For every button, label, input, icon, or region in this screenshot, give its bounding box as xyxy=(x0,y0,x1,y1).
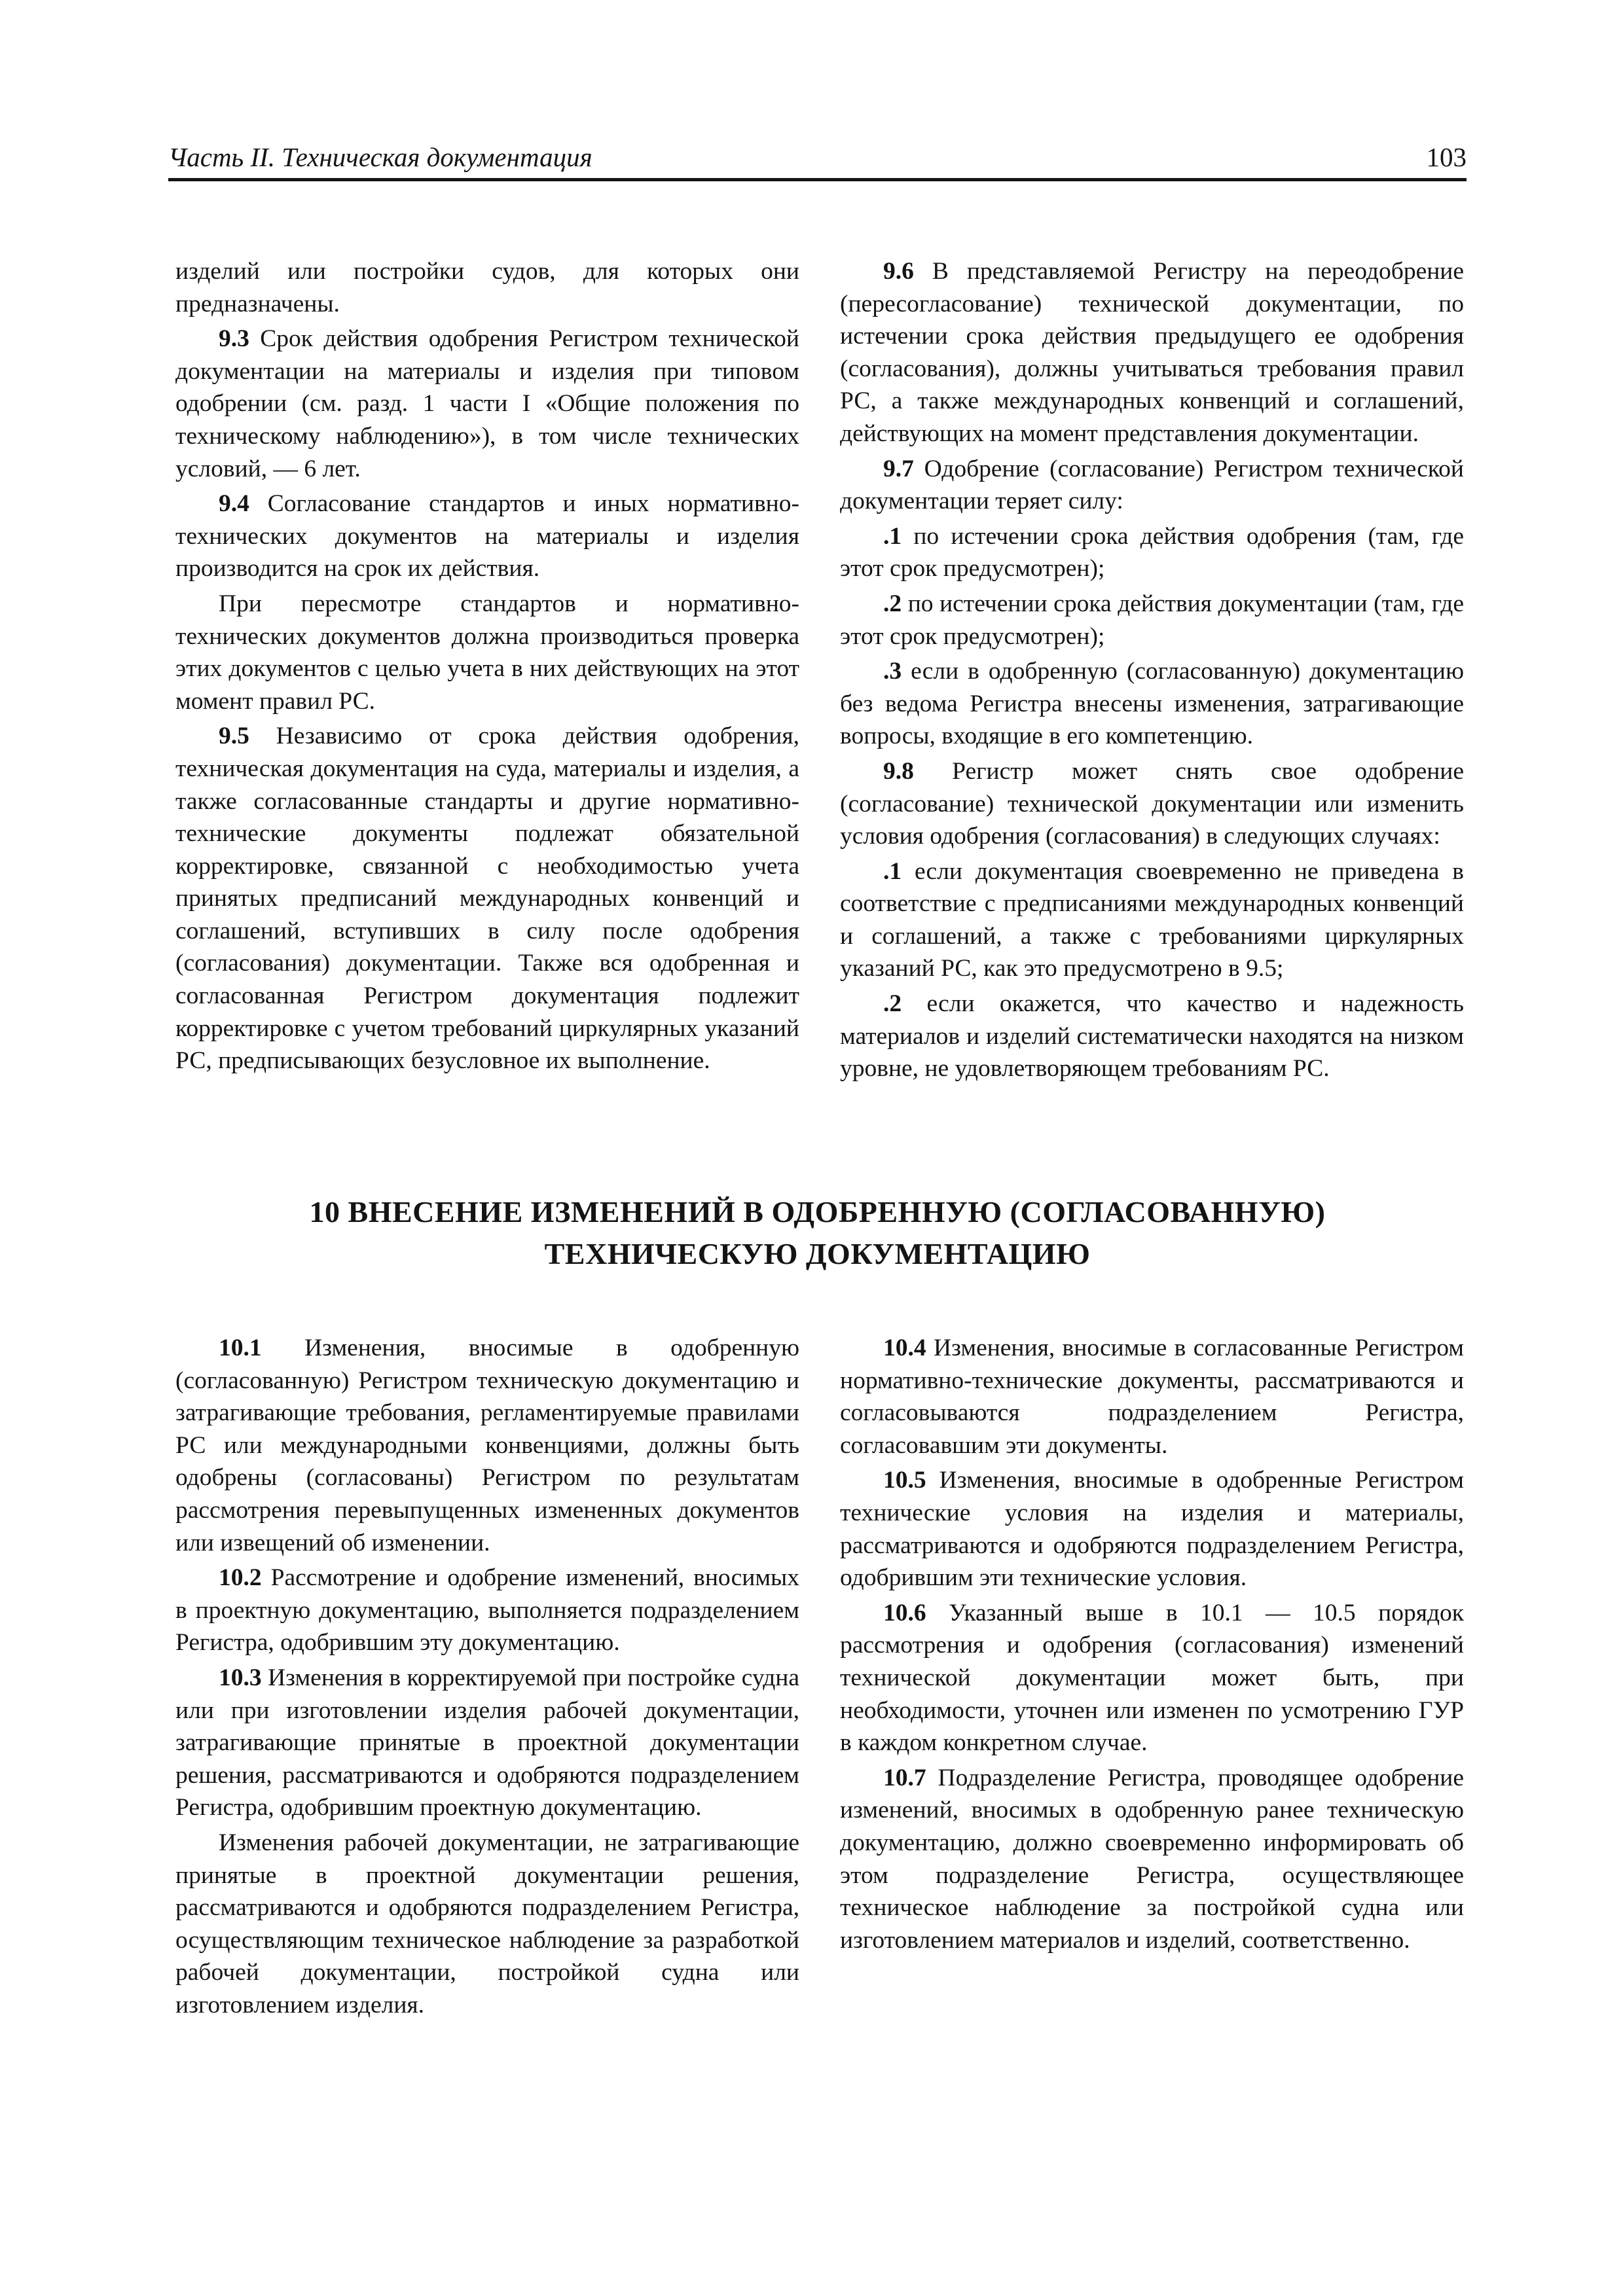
paragraph: 10.1 Изменения, вносимые в одобренную (согласованную) Регистром техническую документацию и затрагивающие требования, регламентируемые правилами РС или международными конвенциями, должны быть одобрены (согласованы) Регистром по результатам рассмотрения перевыпущенных измененных документов или извещений об изменении. xyxy=(175,1335,799,1556)
item-number: .1 xyxy=(883,857,902,885)
clause-number: 9.4 xyxy=(219,490,249,518)
paragraph: 9.8 Регистр может снять свое одобрение (согласование) технической документации или изменить условия одобрения (согласования) в следующих случаях: xyxy=(840,757,1464,850)
paragraph: 10.6 Указанный выше в 10.1 — 10.5 порядок рассмотрения и одобрения (согласования) изменений технической документации может быть, при необходимости, уточнен или изменен по усмотрению ГУР в каждом конкретном случае. xyxy=(840,1599,1464,1757)
paragraph: При пересмотре стандартов и нормативно-технических документов должна производиться проверка этих документов с целью учета в них действующих на этот момент правил РС. xyxy=(175,590,799,715)
section-heading-line-1: 10 ВНЕСЕНИЕ ИЗМЕНЕНИЙ В ОДОБРЕННУЮ (СОГЛАСОВАННУЮ) xyxy=(309,1195,1326,1229)
column-bottom-right xyxy=(840,1332,1464,1959)
paragraph: 10.4 Изменения, вносимые в согласованные Регистром нормативно-технические документы, рассматриваются и согласовываются подразделением Регистра, согласовавшим эти документы. xyxy=(840,1335,1464,1459)
clause-number: 10.5 xyxy=(883,1467,926,1494)
paragraph: 9.3 Срок действия одобрения Регистром технической документации на материалы и изделия при типовом одобрении (см. разд. 1 части I «Общие положения по техническому наблюдению»), в том числе технических условий, — 6 лет. xyxy=(175,325,799,482)
clause-number: 10.4 xyxy=(883,1335,926,1361)
paragraph: Изменения рабочей документации, не затрагивающие принятые в проектной документации решения, рассматриваются и одобряются подразделением Регистра, осуществляющим техническое наблюдение за разработкой рабочей документации, постройкой судна или изготовлением изделия. xyxy=(175,1829,799,2018)
paragraph: изделий или постройки судов, для которых они предназначены. xyxy=(175,258,799,317)
column-bottom-left xyxy=(175,1332,799,2024)
header-rule xyxy=(168,178,1467,181)
page-number: 103 xyxy=(1426,142,1467,172)
paragraph: 9.4 Согласование стандартов и иных нормативно-технических документов на материалы и изделия производится на срок их действия. xyxy=(175,490,799,583)
item-number: .3 xyxy=(883,658,902,685)
list-item: .1 если документация своевременно не приведена в соответствие с предписаниями международных конвенций и соглашений, а также с требованиями циркулярных указаний РС, как это предусмотрено в 9.5; xyxy=(840,857,1464,982)
clause-number: 9.8 xyxy=(883,757,914,785)
paragraph: 10.7 Подразделение Регистра, проводящее одобрение изменений, вносимых в одобренную ранее техническую документацию, должно своевременно информировать об этом подразделение Регистра, осуществляющее техническое наблюдение за постройкой судна или изготовлением материалов и изделий, соответственно. xyxy=(840,1764,1464,1954)
column-top-right xyxy=(840,255,1464,1088)
column-top-left xyxy=(175,255,799,1080)
item-number: .1 xyxy=(883,522,902,550)
list-item: .1 по истечении срока действия одобрения (там, где этот срок предусмотрен); xyxy=(840,522,1464,583)
clause-number: 10.1 xyxy=(219,1335,262,1361)
item-number: .2 xyxy=(883,990,902,1018)
paragraph: 10.3 Изменения в корректируемой при постройке судна или при изготовлении изделия рабочей документации, затрагивающие принятые в проектной документации решения, рассматриваются и одобряются подразделением Регистра, одобрившим проектную документацию. xyxy=(175,1664,799,1821)
paragraph: 9.7 Одобрение (согласование) Регистром технической документации теряет силу: xyxy=(840,455,1464,515)
list-item: .2 если окажется, что качество и надежность материалов и изделий систематически находятся на низком уровне, не удовлетворяющем требованиям РС. xyxy=(840,990,1464,1083)
paragraph: 10.5 Изменения, вносимые в одобренные Регистром технические условия на изделия и материалы, рассматриваются и одобряются подразделением Регистра, одобрившим эти технические условия. xyxy=(840,1467,1464,1592)
running-header xyxy=(168,136,1467,177)
list-item: .3 если в одобренную (согласованную) документацию без ведома Регистра внесены изменения, затрагивающие вопросы, входящие в его компетенцию. xyxy=(840,658,1464,750)
header-title: Часть II. Техническая документация xyxy=(168,142,593,172)
paragraph: 9.6 В представляемой Регистру на переодобрение (пересогласование) технической документации, по истечении срока действия предыдущего ее одобрения (согласования), должны учитываться требования правил РС, а также международных конвенций и соглашений, действующих на момент представления документации. xyxy=(840,258,1464,447)
clause-number: 10.6 xyxy=(883,1599,926,1626)
clause-number: 10.7 xyxy=(883,1764,926,1791)
section-heading xyxy=(168,1191,1467,1275)
clause-number: 10.3 xyxy=(219,1664,262,1691)
section-heading-line-2: ТЕХНИЧЕСКУЮ ДОКУМЕНТАЦИЮ xyxy=(544,1237,1091,1270)
clause-number: 10.2 xyxy=(219,1564,262,1592)
clause-number: 9.3 xyxy=(219,325,249,353)
paragraph: 9.5 Независимо от срока действия одобрения, техническая документация на суда, материалы и изделия, а также согласованные стандарты и другие нормативно-технические документы подлежат обязательной корректировке, связанной с необходимостью учета принятых предписаний международных конвенций и соглашений, вступивших в силу после одобрения (согласования) документации. Также вся одобренная и согласованная Регистром документация подлежит корректировке с учетом требований циркулярных указаний РС, предписывающих безусловное их выполнение. xyxy=(175,723,799,1075)
list-item: .2 по истечении срока действия документации (там, где этот срок предусмотрен); xyxy=(840,590,1464,650)
item-number: .2 xyxy=(883,590,902,617)
paragraph: 10.2 Рассмотрение и одобрение изменений, вносимых в проектную документацию, выполняется подразделением Регистра, одобрившим эту документацию. xyxy=(175,1564,799,1657)
clause-number: 9.6 xyxy=(883,258,914,285)
clause-number: 9.7 xyxy=(883,455,914,482)
clause-number: 9.5 xyxy=(219,723,249,750)
